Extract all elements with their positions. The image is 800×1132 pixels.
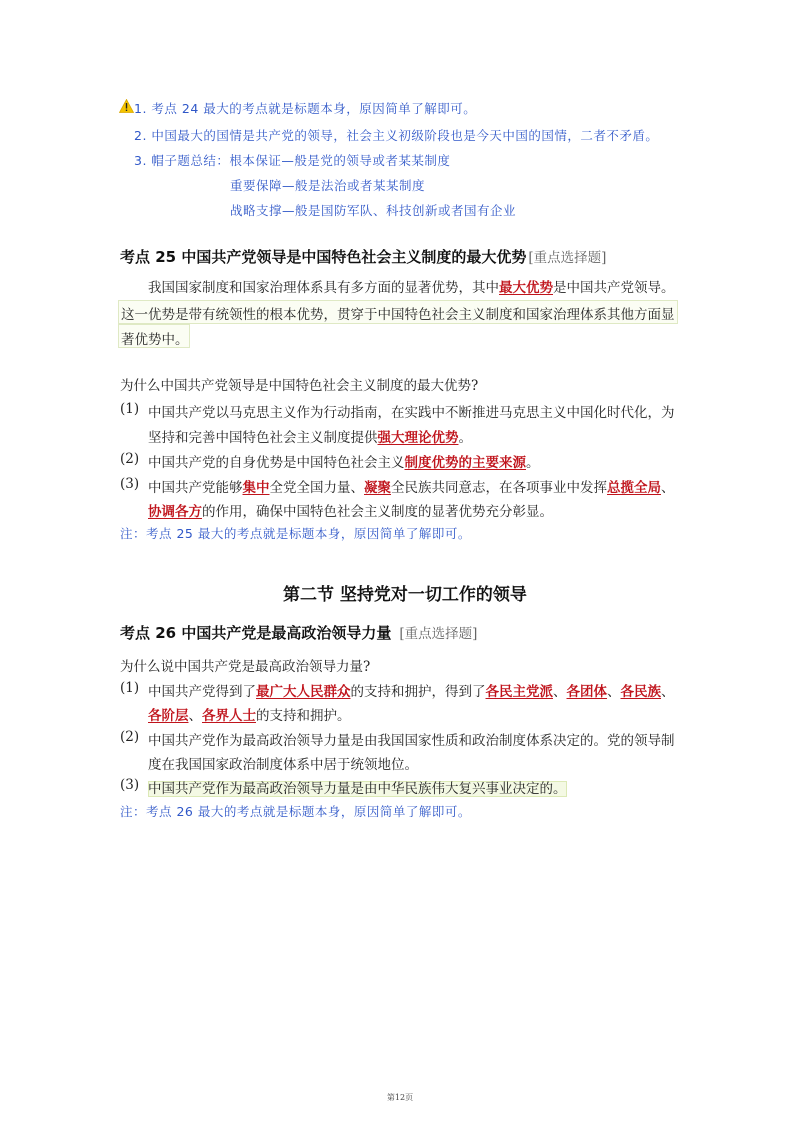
kp26-question: 为什么说中国共产党是最高政治领导力量? [120,659,371,675]
kp25-item-2: 中国共产党的自身优势是中国特色社会主义制度优势的主要来源。 [148,455,540,471]
keyword-coordinate: 协调各方 [148,504,202,520]
kp25-item-1-num: (1) [120,401,140,417]
keyword-unite: 凝聚 [364,480,391,496]
note-line-1: 1. 考点 24 最大的考点就是标题本身，原因简单了解即可。 [134,101,477,116]
kp25-item-1-line-1: 中国共产党以马克思主义作为行动指南，在实践中不断推进马克思主义中国化时代化，为 [148,405,675,421]
kp26-note: 注：考点 26 最大的考点就是标题本身，原因简单了解即可。 [120,804,471,819]
keyword-main-source: 制度优势的主要来源 [404,455,526,471]
kp25-para-2: 这一优势是带有统领性的根本优势，贯穿于中国特色社会主义制度和国家治理体系其他方面显 [121,307,675,323]
page-number: 第12页 [386,1093,414,1102]
kp25-item-3-line-2: 协调各方的作用，确保中国特色社会主义制度的显著优势充分彰显。 [148,504,553,520]
kp25-para-3: 著优势中。 [121,332,189,348]
note-line-3: 3. 帽子题总结：根本保证—般是党的领导或者某某制度 [134,153,451,168]
kp25-heading [120,246,606,267]
section-title: 第二节 坚持党对一切工作的领导 [283,585,527,605]
kp26-item-3: 中国共产党作为最高政治领导力量是由中华民族伟大复兴事业决定的。 [148,781,567,797]
kp25-para-1: 我国国家制度和国家治理体系具有多方面的显著优势，其中最大优势是中国共产党领导。 [148,280,675,296]
keyword-parties: 各民主党派 [485,684,553,700]
kp26-item-1-num: (1) [120,680,140,696]
keyword-max-advantage: 最大优势 [499,280,553,296]
keyword-groups: 各团体 [566,684,607,700]
kp26-item-3-num: (3) [120,777,140,793]
kp25-note: 注：考点 25 最大的考点就是标题本身，原因简单了解即可。 [120,526,471,541]
keyword-theory-advantage: 强大理论优势 [377,430,459,446]
kp25-item-1-line-2: 坚持和完善中国特色社会主义制度提供强大理论优势。 [148,430,472,446]
note-line-2: 2. 中国最大的国情是共产党的领导，社会主义初级阶段也是今天中国的国情，二者不矛盾。 [134,128,659,143]
kp26-heading [120,622,477,643]
note-line-4: 重要保障—般是法治或者某某制度 [230,178,426,193]
kp26-item-1-line-2: 各阶层、各界人士的支持和拥护。 [148,708,351,724]
kp26-tag: [重点选择题] [399,626,478,642]
keyword-strata: 各阶层 [148,708,189,724]
kp26-item-2-line-2: 度在我国国家政治制度体系中居于统领地位。 [148,757,418,773]
kp26-item-1-line-1: 中国共产党得到了最广大人民群众的支持和拥护，得到了各民主党派、各团体、各民族、 [148,684,675,700]
kp25-question: 为什么中国共产党领导是中国特色社会主义制度的最大优势? [120,378,479,394]
kp25-title: 考点 25 中国共产党领导是中国特色社会主义制度的最大优势 [120,248,527,266]
warning-icon [119,99,134,113]
keyword-people: 最广大人民群众 [256,684,351,700]
kp26-title: 考点 26 中国共产党是最高政治领导力量 [120,624,392,642]
kp26-item-2-line-1: 中国共产党作为最高政治领导力量是由我国国家性质和政治制度体系决定的。党的领导制 [148,733,675,749]
kp25-item-3-line-1: 中国共产党能够集中全党全国力量、凝聚全民族共同意志，在各项事业中发挥总揽全局、 [148,480,675,496]
note-line-5: 战略支撑—般是国防军队、科技创新或者国有企业 [230,203,517,218]
keyword-ethnic-groups: 各民族 [620,684,661,700]
keyword-concentrate: 集中 [242,480,270,496]
kp26-item-2-num: (2) [120,729,140,745]
kp25-item-3-num: (3) [120,476,140,492]
keyword-overall-situation: 总揽全局 [607,480,661,496]
kp25-tag: [重点选择题] [528,250,607,266]
keyword-all-circles: 各界人士 [202,708,256,724]
kp25-item-2-num: (2) [120,451,140,467]
